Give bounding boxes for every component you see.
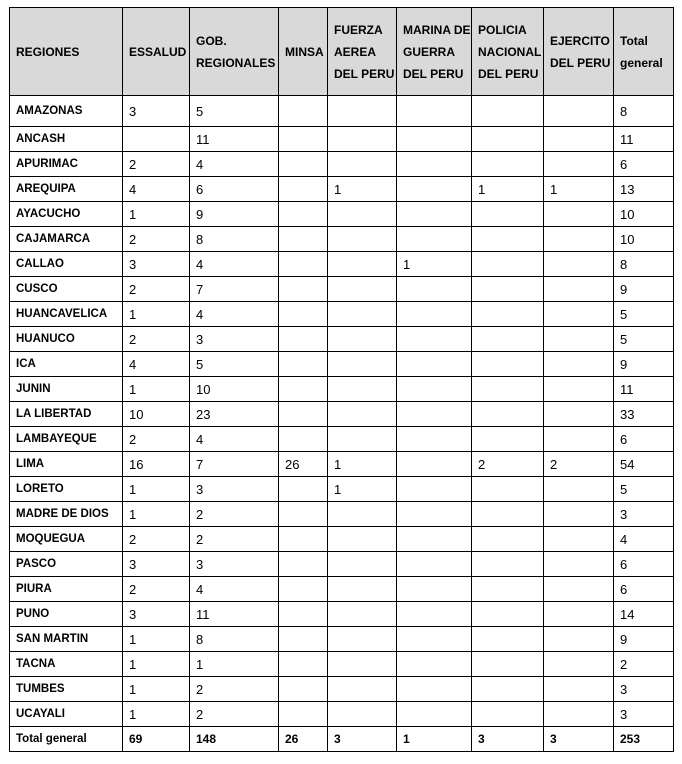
region-name-cell: AREQUIPA [10,177,123,202]
value-cell: 4 [190,577,279,602]
value-cell: 1 [123,702,190,727]
value-cell [544,577,614,602]
value-cell: 11 [614,127,674,152]
table-row [10,177,674,202]
value-cell: 1 [544,177,614,202]
value-cell [544,702,614,727]
value-cell [472,652,544,677]
region-name-cell: MOQUEGUA [10,527,123,552]
value-cell [397,427,472,452]
value-cell [328,652,397,677]
value-cell: 8 [190,627,279,652]
value-cell [279,96,328,127]
value-cell [279,252,328,277]
table-row [10,277,674,302]
total-value-cell: 69 [123,727,190,752]
value-cell [397,302,472,327]
value-cell [397,552,472,577]
table-row [10,677,674,702]
total-row [10,727,674,752]
value-cell [397,452,472,477]
value-cell [472,96,544,127]
value-cell [279,377,328,402]
value-cell [472,527,544,552]
value-cell: 4 [123,177,190,202]
value-cell: 4 [190,427,279,452]
value-cell [328,577,397,602]
value-cell [279,352,328,377]
value-cell [279,327,328,352]
value-cell [472,252,544,277]
value-cell: 5 [190,352,279,377]
region-name-cell: TACNA [10,652,123,677]
table-row [10,327,674,352]
value-cell [544,652,614,677]
region-name-cell: ICA [10,352,123,377]
value-cell: 2 [123,527,190,552]
table-row [10,152,674,177]
value-cell [472,202,544,227]
header-essalud: ESSALUD [123,8,190,96]
value-cell: 9 [614,352,674,377]
value-cell: 3 [614,702,674,727]
value-cell [328,327,397,352]
table-row [10,477,674,502]
value-cell: 2 [123,227,190,252]
value-cell: 3 [123,552,190,577]
total-value-cell: 26 [279,727,328,752]
value-cell: 2 [614,652,674,677]
region-name-cell: LAMBAYEQUE [10,427,123,452]
table-row [10,96,674,127]
value-cell [279,502,328,527]
value-cell: 1 [123,477,190,502]
value-cell [397,127,472,152]
value-cell [472,327,544,352]
value-cell: 9 [614,277,674,302]
total-value-cell: 1 [397,727,472,752]
value-cell: 23 [190,402,279,427]
value-cell [472,302,544,327]
value-cell [472,402,544,427]
value-cell [279,552,328,577]
value-cell: 10 [123,402,190,427]
value-cell [397,677,472,702]
value-cell: 11 [190,127,279,152]
value-cell [472,477,544,502]
value-cell: 1 [190,652,279,677]
value-cell [279,302,328,327]
value-cell: 3 [123,602,190,627]
value-cell [544,502,614,527]
value-cell: 3 [123,96,190,127]
value-cell [279,652,328,677]
table-row [10,577,674,602]
value-cell [544,627,614,652]
value-cell: 4 [190,302,279,327]
value-cell [279,127,328,152]
value-cell [279,152,328,177]
value-cell: 11 [614,377,674,402]
region-name-cell: PIURA [10,577,123,602]
value-cell: 4 [614,527,674,552]
header-total-general: Total general [614,8,674,96]
table-row [10,252,674,277]
table-row [10,202,674,227]
value-cell: 3 [123,252,190,277]
table-row [10,627,674,652]
value-cell: 5 [614,477,674,502]
table-row [10,502,674,527]
value-cell [544,552,614,577]
value-cell [472,152,544,177]
value-cell [279,277,328,302]
value-cell: 2 [123,327,190,352]
value-cell: 3 [614,502,674,527]
value-cell: 2 [190,677,279,702]
value-cell: 14 [614,602,674,627]
value-cell [279,527,328,552]
value-cell [472,127,544,152]
value-cell [544,377,614,402]
value-cell [544,427,614,452]
value-cell [472,552,544,577]
region-name-cell: ANCASH [10,127,123,152]
region-name-cell: APURIMAC [10,152,123,177]
value-cell: 1 [123,677,190,702]
value-cell: 1 [123,377,190,402]
value-cell: 1 [123,302,190,327]
value-cell [279,227,328,252]
region-name-cell: LIMA [10,452,123,477]
value-cell: 10 [614,227,674,252]
region-name-cell: AYACUCHO [10,202,123,227]
value-cell [279,677,328,702]
total-value-cell: 148 [190,727,279,752]
value-cell [279,627,328,652]
value-cell [472,627,544,652]
value-cell [472,277,544,302]
value-cell: 9 [614,627,674,652]
value-cell [397,577,472,602]
table-row [10,702,674,727]
value-cell [328,702,397,727]
value-cell: 5 [614,327,674,352]
value-cell [472,352,544,377]
value-cell: 6 [614,152,674,177]
value-cell: 1 [123,202,190,227]
value-cell [544,302,614,327]
header-policia: POLICIA NACIONAL DEL PERU [472,8,544,96]
value-cell: 2 [123,277,190,302]
value-cell: 6 [190,177,279,202]
value-cell [544,96,614,127]
value-cell [472,377,544,402]
value-cell [397,202,472,227]
value-cell [397,602,472,627]
value-cell [472,227,544,252]
value-cell [397,502,472,527]
value-cell: 33 [614,402,674,427]
header-minsa: MINSA [279,8,328,96]
value-cell: 13 [614,177,674,202]
value-cell [328,352,397,377]
value-cell: 9 [190,202,279,227]
value-cell [544,602,614,627]
value-cell: 1 [123,627,190,652]
table-row [10,402,674,427]
header-row [10,8,674,96]
value-cell: 3 [190,327,279,352]
table-row [10,377,674,402]
total-label-cell: Total general [10,727,123,752]
value-cell [279,577,328,602]
value-cell: 4 [123,352,190,377]
value-cell [328,602,397,627]
value-cell [544,677,614,702]
region-name-cell: PUNO [10,602,123,627]
value-cell [328,152,397,177]
table-row [10,302,674,327]
value-cell: 10 [190,377,279,402]
value-cell [397,652,472,677]
value-cell [279,477,328,502]
table-row [10,227,674,252]
value-cell [328,277,397,302]
value-cell [544,202,614,227]
value-cell [328,502,397,527]
total-value-cell: 3 [544,727,614,752]
region-name-cell: AMAZONAS [10,96,123,127]
region-name-cell: TUMBES [10,677,123,702]
value-cell: 5 [190,96,279,127]
value-cell [328,96,397,127]
value-cell [544,277,614,302]
value-cell [472,602,544,627]
value-cell: 8 [614,96,674,127]
total-value-cell: 253 [614,727,674,752]
region-name-cell: LORETO [10,477,123,502]
value-cell [279,177,328,202]
region-name-cell: JUNIN [10,377,123,402]
total-value-cell: 3 [472,727,544,752]
value-cell: 1 [328,177,397,202]
region-name-cell: CUSCO [10,277,123,302]
region-name-cell: UCAYALI [10,702,123,727]
header-gob-regionales: GOB. REGIONALES [190,8,279,96]
value-cell [328,677,397,702]
region-name-cell: PASCO [10,552,123,577]
value-cell [397,377,472,402]
value-cell: 2 [472,452,544,477]
value-cell: 1 [472,177,544,202]
value-cell [397,152,472,177]
value-cell: 4 [190,252,279,277]
header-regiones: REGIONES [10,8,123,96]
value-cell [328,427,397,452]
value-cell [544,477,614,502]
value-cell: 2 [544,452,614,477]
table-row [10,552,674,577]
value-cell [397,402,472,427]
value-cell [544,152,614,177]
value-cell: 1 [123,652,190,677]
value-cell [328,377,397,402]
table-row [10,127,674,152]
table-row [10,527,674,552]
value-cell [397,227,472,252]
value-cell: 2 [123,152,190,177]
header-marina: MARINA DE GUERRA DEL PERU [397,8,472,96]
value-cell: 1 [397,252,472,277]
value-cell: 7 [190,277,279,302]
value-cell [544,252,614,277]
value-cell [328,402,397,427]
value-cell: 54 [614,452,674,477]
table-row [10,652,674,677]
value-cell [328,527,397,552]
value-cell: 1 [123,502,190,527]
value-cell: 3 [614,677,674,702]
header-fuerza-aerea: FUERZA AEREA DEL PERU [328,8,397,96]
table-body [10,96,674,727]
value-cell: 2 [190,502,279,527]
region-name-cell: HUANCAVELICA [10,302,123,327]
value-cell [472,427,544,452]
value-cell: 6 [614,427,674,452]
value-cell: 5 [614,302,674,327]
value-cell [397,327,472,352]
value-cell: 1 [328,477,397,502]
value-cell: 4 [190,152,279,177]
value-cell [328,552,397,577]
value-cell: 7 [190,452,279,477]
value-cell [279,427,328,452]
value-cell: 8 [614,252,674,277]
value-cell [544,402,614,427]
region-name-cell: HUANUCO [10,327,123,352]
value-cell [397,352,472,377]
value-cell [397,527,472,552]
value-cell [544,227,614,252]
header-ejercito: EJERCITO DEL PERU [544,8,614,96]
region-name-cell: LA LIBERTAD [10,402,123,427]
value-cell [544,352,614,377]
value-cell [279,202,328,227]
value-cell [544,527,614,552]
value-cell [279,602,328,627]
value-cell [279,402,328,427]
value-cell [472,577,544,602]
value-cell [397,702,472,727]
value-cell: 3 [190,552,279,577]
hospitals-by-region-table [9,7,674,752]
value-cell [328,252,397,277]
value-cell: 3 [190,477,279,502]
total-value-cell: 3 [328,727,397,752]
region-name-cell: CALLAO [10,252,123,277]
value-cell [472,677,544,702]
value-cell: 10 [614,202,674,227]
value-cell [544,127,614,152]
value-cell [328,302,397,327]
table-row [10,427,674,452]
value-cell: 1 [328,452,397,477]
value-cell: 2 [190,527,279,552]
value-cell [397,627,472,652]
value-cell [328,202,397,227]
table-row [10,452,674,477]
value-cell [397,96,472,127]
value-cell [328,127,397,152]
value-cell [123,127,190,152]
value-cell [472,502,544,527]
table-row [10,352,674,377]
value-cell: 2 [123,427,190,452]
region-name-cell: SAN MARTIN [10,627,123,652]
value-cell: 16 [123,452,190,477]
table-row [10,602,674,627]
value-cell [328,227,397,252]
value-cell [544,327,614,352]
value-cell [472,702,544,727]
value-cell [279,702,328,727]
value-cell: 26 [279,452,328,477]
value-cell: 6 [614,552,674,577]
value-cell: 11 [190,602,279,627]
value-cell: 2 [123,577,190,602]
value-cell: 2 [190,702,279,727]
value-cell [397,277,472,302]
value-cell [397,477,472,502]
value-cell: 6 [614,577,674,602]
value-cell [397,177,472,202]
value-cell [328,627,397,652]
region-name-cell: MADRE DE DIOS [10,502,123,527]
value-cell: 8 [190,227,279,252]
region-name-cell: CAJAMARCA [10,227,123,252]
